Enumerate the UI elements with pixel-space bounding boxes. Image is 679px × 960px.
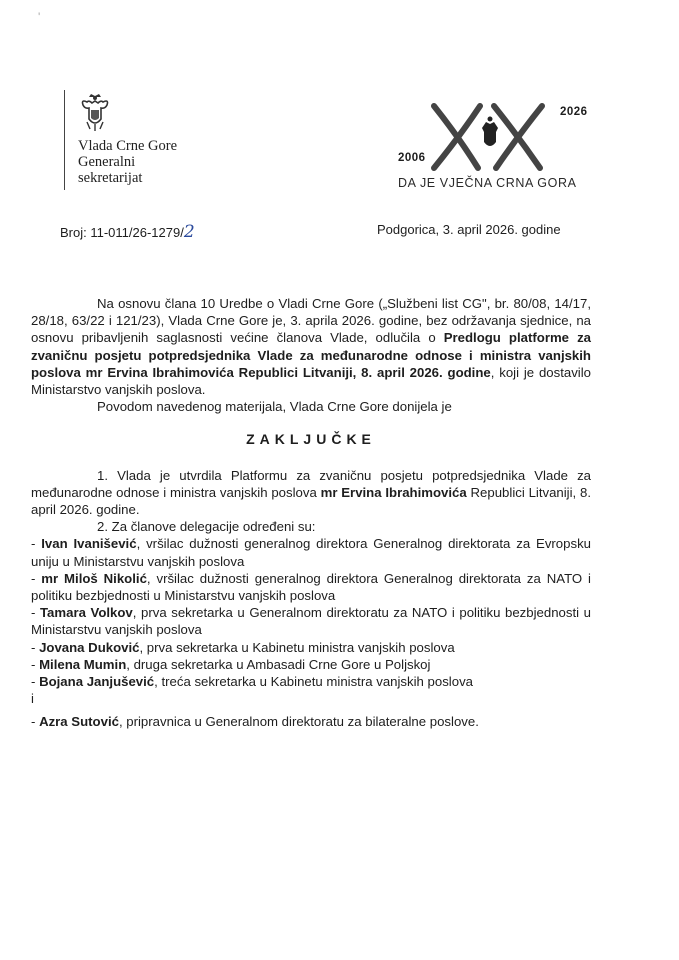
conclusion-1-name: mr Ervina Ibrahimovića — [320, 484, 467, 500]
org-line: Generalni — [78, 154, 136, 170]
reference-handwritten-suffix: 2 — [183, 222, 195, 242]
member-name: mr Miloš Nikolić — [41, 570, 147, 586]
member-dash: - — [31, 714, 40, 730]
delegation-conjunction — [31, 690, 591, 707]
member-dash: - — [31, 639, 40, 655]
member-role: , vršilac dužnosti generalnog direktora Generalnog direktorata za NATO i politiku bezbjednosti u Ministarstvu vanjskih poslova — [31, 570, 591, 604]
conclusion-1-text: 1. Vlada je utvrdila Platformu za zvaničnu posjetu potpredsjednika Vlade za međunarodne odnose i ministra vanjskih poslova — [31, 467, 591, 500]
delegation-member — [31, 639, 591, 656]
document-body — [31, 295, 591, 731]
conjunction-text: i — [31, 691, 34, 707]
member-name: Tamara Volkov — [39, 605, 133, 621]
org-line: sekretarijat — [78, 170, 143, 186]
logo-year-end: 2026 — [560, 106, 588, 118]
xx-anniversary-logo-icon — [428, 102, 548, 172]
conclusions-title: ZAKLJUČKE — [246, 431, 376, 448]
conclusion-1-text-end: Republici Litvaniji, 8. april 2026. godine. — [31, 484, 591, 518]
member-role: , prva sekretarka u Kabinetu ministra vanjskih poslova — [139, 639, 455, 655]
member-dash: - — [31, 536, 42, 552]
member-name: Milena Mumin — [39, 656, 127, 672]
intro-subject: Predlogu platforme za zvaničnu posjetu potpredsjednika Vlade za međunarodne odnose i ministra vanjskih poslova mr Ervina Ibrahimovića Republici Litvaniji, 8. april 2026. godine — [31, 330, 591, 380]
header-divider — [64, 90, 65, 190]
corner-mark: ' — [38, 10, 41, 24]
conclusion-1 — [31, 467, 591, 519]
member-role: , pripravnica u Generalnom direktoratu za bilateralne poslove. — [118, 714, 479, 730]
logo-year-start: 2006 — [398, 152, 426, 164]
intro-text-end: , koji je dostavilo Ministarstvo vanjskih poslova. — [31, 364, 591, 398]
reference-label: Broj: 11-011/26-1279/ — [60, 225, 184, 240]
intro-paragraph-2: Povodom navedenog materijala, Vlada Crne Gore donijela je — [97, 399, 452, 415]
member-name: Jovana Duković — [39, 639, 140, 655]
intro-paragraph — [31, 295, 591, 398]
member-dash: - — [31, 674, 40, 690]
member-role: , druga sekretarka u Ambasadi Crne Gore u Poljskoj — [126, 656, 431, 672]
member-role: , treća sekretarka u Kabinetu ministra vanjskih poslova — [154, 674, 473, 690]
organization-name — [78, 138, 177, 186]
member-dash: - — [31, 656, 40, 672]
member-dash: - — [31, 570, 42, 586]
delegation-member — [31, 535, 591, 569]
reference-number — [60, 222, 195, 242]
conclusion-2-intro: 2. Za članove delegacije određeni su: — [97, 519, 316, 535]
coat-of-arms-icon — [79, 93, 111, 133]
member-name: Ivan Ivanišević — [41, 536, 137, 552]
delegation-member — [31, 713, 591, 730]
intro-text: Na osnovu člana 10 Uredbe o Vladi Crne Gore („Službeni list CG", br. 80/08, 14/17, 28/18, 63/22 i 121/23), Vlada Crne Gore je, 3. aprila 2026. godine, bez održavanja sjednice, na osnovu pribavljenih saglasnosti većine članova Vlade, odlučila o — [31, 296, 591, 346]
member-role: , vršilac dužnosti generalnog direktora Generalnog direktorata za Evropsku uniju u Ministarstvu vanjskih poslova — [31, 536, 591, 569]
place-date: Podgorica, 3. april 2026. godine — [377, 222, 561, 237]
member-name: Bojana Janjušević — [39, 674, 155, 690]
delegation-member — [31, 604, 591, 638]
member-role: , prva sekretarka u Generalnom direktoratu za NATO i politiku bezbjednosti u Ministarstvu vanjskih poslova — [31, 605, 591, 638]
delegation-member — [31, 656, 591, 673]
member-name: Azra Sutović — [39, 714, 119, 730]
delegation-member — [31, 673, 591, 690]
logo-motto: DA JE VJEČNA CRNA GORA — [398, 176, 577, 190]
delegation-member — [31, 570, 591, 604]
member-dash: - — [31, 605, 40, 621]
org-line: Vlada Crne Gore — [78, 138, 178, 154]
